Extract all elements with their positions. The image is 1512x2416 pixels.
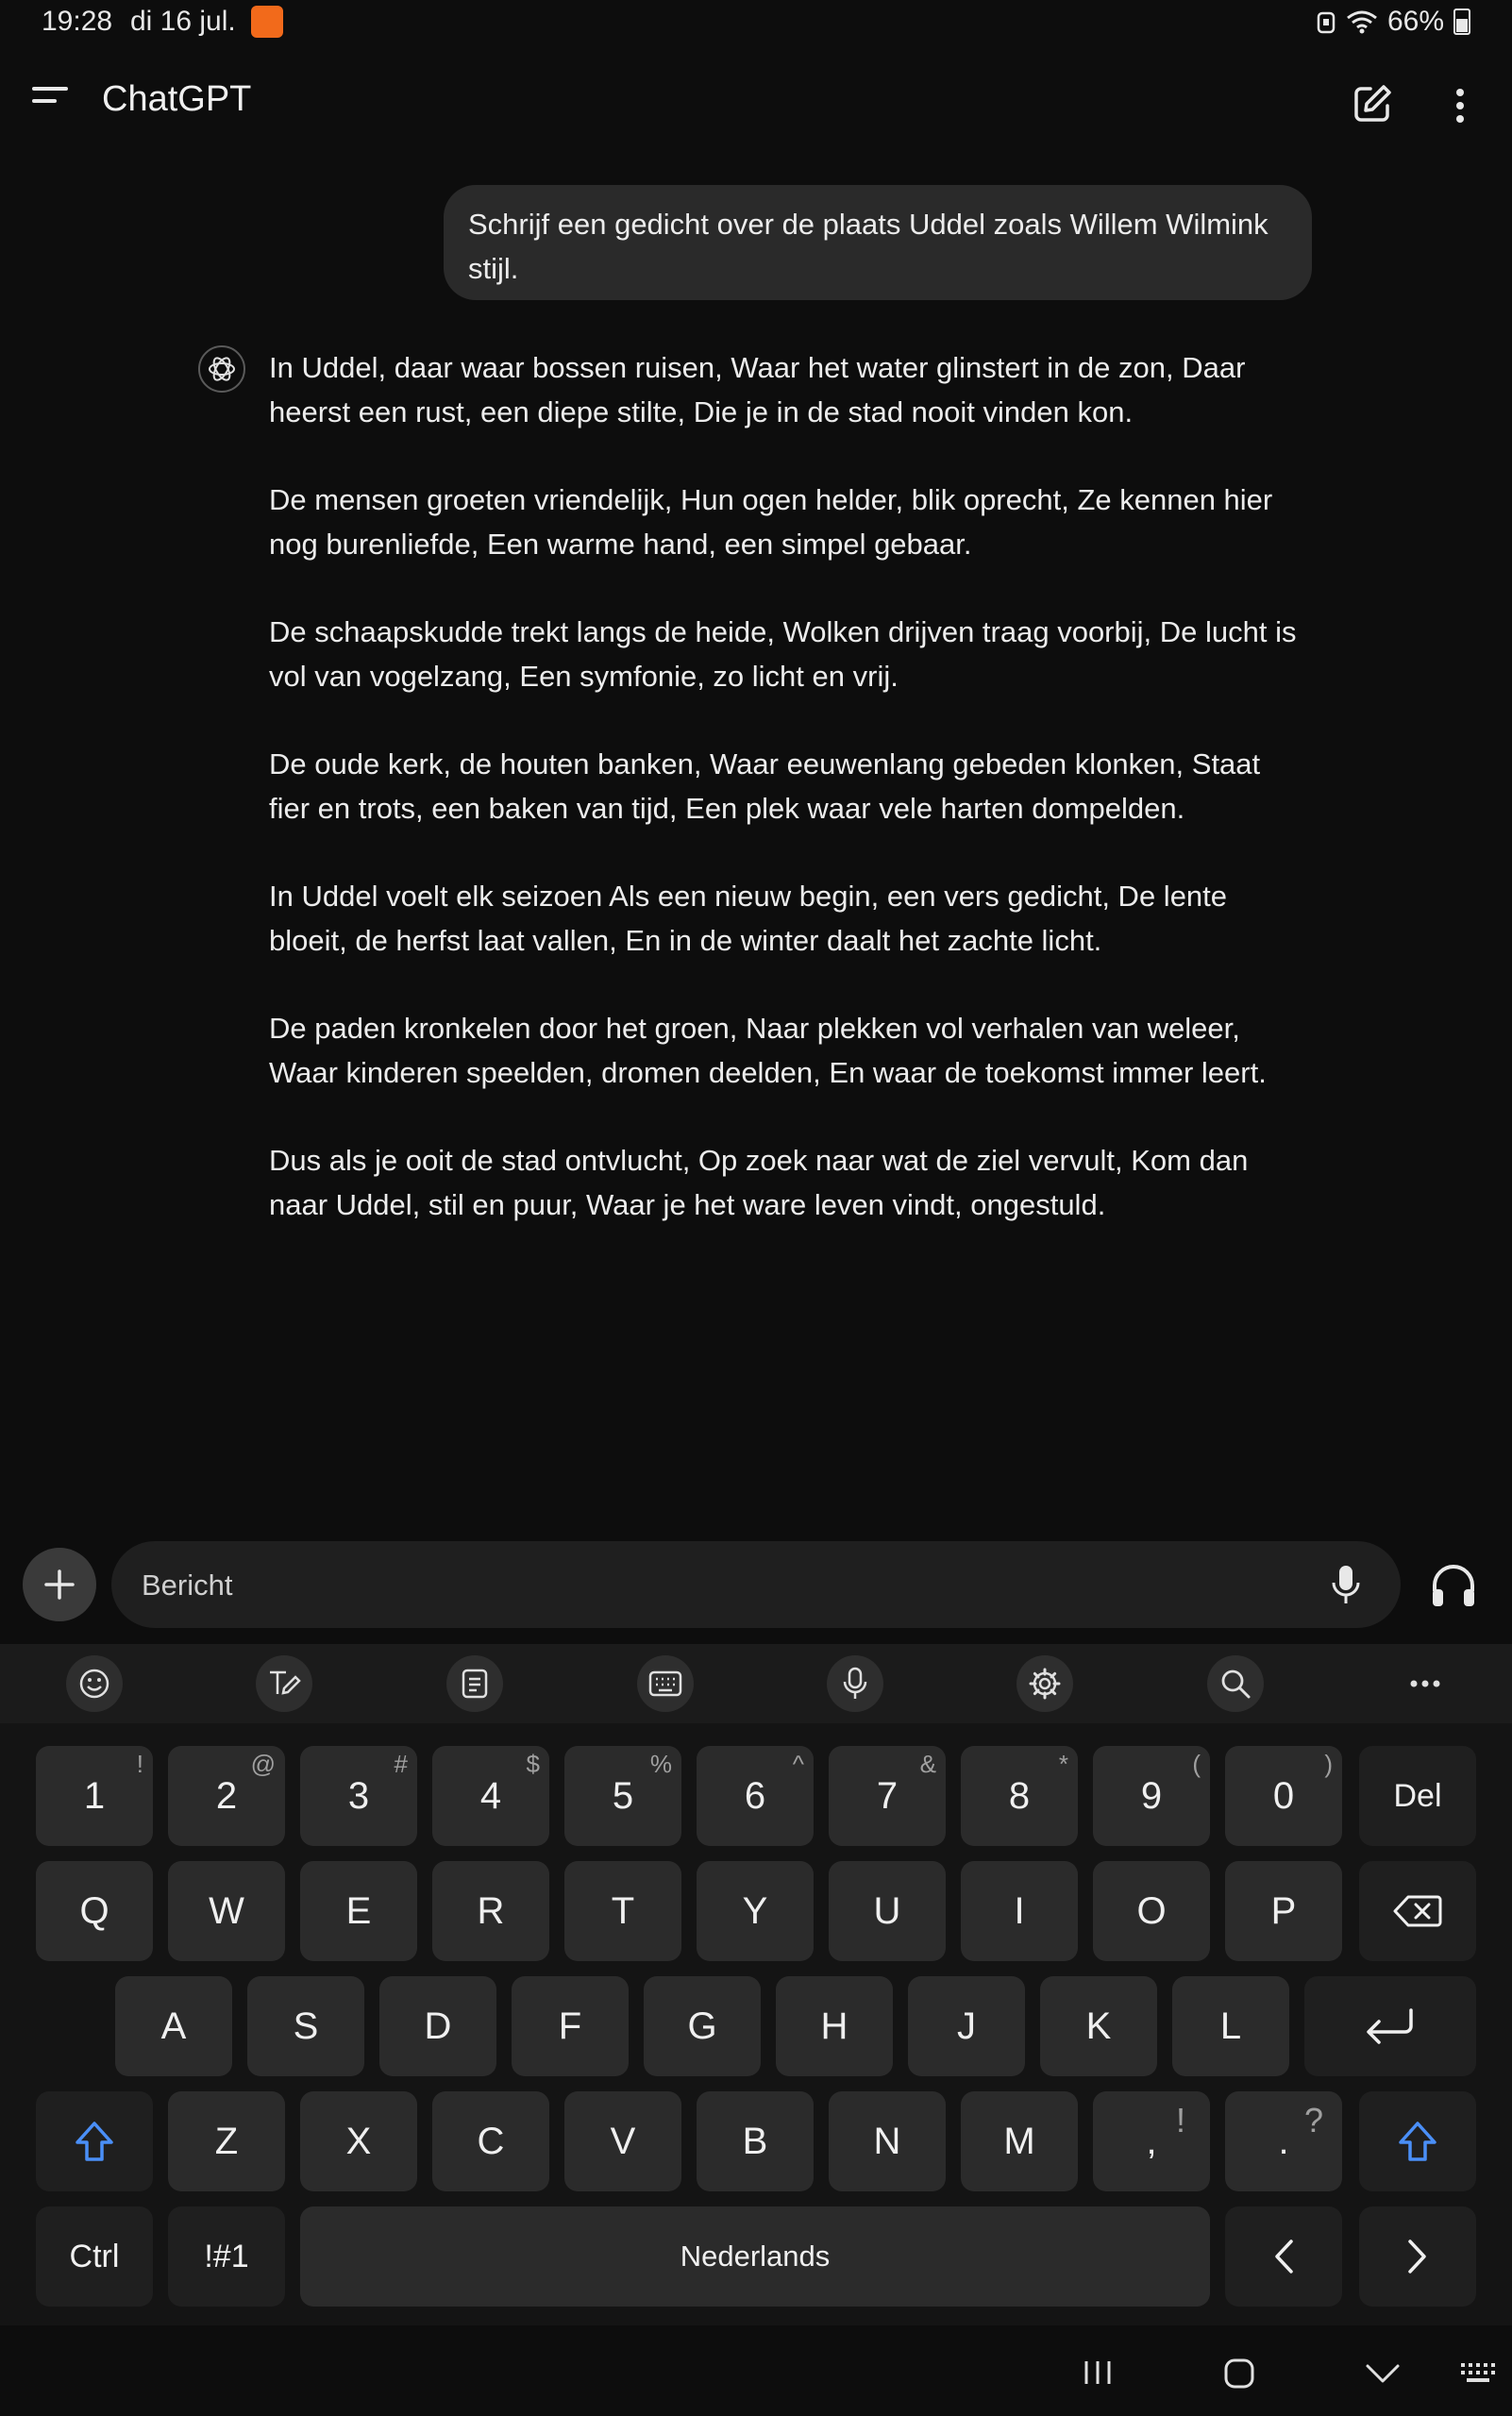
attach-button[interactable] xyxy=(23,1548,96,1621)
plus-icon xyxy=(42,1568,76,1602)
key-8[interactable]: 8 * xyxy=(961,1746,1078,1846)
chevron-right-icon xyxy=(1406,2238,1429,2275)
status-date: di 16 jul. xyxy=(130,6,236,37)
handwriting-button[interactable] xyxy=(256,1655,312,1712)
key-i[interactable]: I xyxy=(961,1861,1078,1961)
key-v[interactable]: V xyxy=(564,2091,681,2191)
key-k[interactable]: K xyxy=(1040,1976,1157,2076)
user-message-bubble: Schrijf een gedicht over de plaats Uddel zoals Willem Wilmink stijl. xyxy=(444,185,1312,300)
symbols-key[interactable]: !#1 xyxy=(168,2206,285,2307)
key-6[interactable]: 6 ^ xyxy=(697,1746,814,1846)
key-f[interactable]: F xyxy=(512,1976,629,2076)
handwriting-icon xyxy=(267,1668,301,1700)
key-5[interactable]: 5 % xyxy=(564,1746,681,1846)
new-chat-icon[interactable] xyxy=(1352,83,1393,125)
emoji-button[interactable] xyxy=(66,1655,123,1712)
key-x[interactable]: X xyxy=(300,2091,417,2191)
key-t[interactable]: T xyxy=(564,1861,681,1961)
cursor-right-key[interactable] xyxy=(1359,2206,1476,2307)
home-icon[interactable] xyxy=(1223,2357,1255,2390)
key-d[interactable]: D xyxy=(379,1976,496,2076)
key-comma[interactable]: , ! xyxy=(1093,2091,1210,2191)
more-vertical-icon[interactable] xyxy=(1446,85,1474,126)
key-j[interactable]: J xyxy=(908,1976,1025,2076)
response-paragraph: De schaapskudde trekt langs de heide, Wolken drijven traag voorbij, De lucht is vol van vogelzang, Een symfonie, zo licht en vrij. xyxy=(269,615,1297,693)
key-period[interactable]: . ? xyxy=(1225,2091,1342,2191)
status-time: 19:28 xyxy=(42,6,113,37)
assistant-avatar-icon xyxy=(198,345,245,393)
chevron-left-icon xyxy=(1272,2238,1295,2275)
message-input[interactable] xyxy=(140,1541,1295,1630)
app-header xyxy=(0,57,1512,151)
hide-keyboard-icon[interactable] xyxy=(1365,2363,1401,2384)
toolbar-more-button[interactable] xyxy=(1397,1655,1453,1712)
assistant-response xyxy=(269,345,1298,1270)
voice-input-button[interactable] xyxy=(827,1655,883,1712)
key-w[interactable]: W xyxy=(168,1861,285,1961)
key-7[interactable]: 7 & xyxy=(829,1746,946,1846)
shift-icon xyxy=(1397,2120,1438,2163)
battery-icon xyxy=(1453,8,1470,35)
backspace-key[interactable] xyxy=(1359,1861,1476,1961)
microphone-icon[interactable] xyxy=(1327,1564,1365,1605)
key-b[interactable]: B xyxy=(697,2091,814,2191)
enter-icon xyxy=(1364,2007,1417,2045)
search-button[interactable] xyxy=(1207,1655,1264,1712)
key-n[interactable]: N xyxy=(829,2091,946,2191)
recent-apps-icon[interactable] xyxy=(1082,2359,1114,2386)
key-a[interactable]: A xyxy=(115,1976,232,2076)
alarm-icon xyxy=(1316,9,1336,34)
wifi-icon xyxy=(1346,9,1378,34)
key-9[interactable]: 9 ( xyxy=(1093,1746,1210,1846)
enter-key[interactable] xyxy=(1304,1976,1476,2076)
response-paragraph: In Uddel voelt elk seizoen Als een nieuw begin, een vers gedicht, De lente bloeit, de herfst laat vallen, En in de winter daalt het zachte licht. xyxy=(269,880,1228,957)
del-key[interactable]: Del xyxy=(1359,1746,1476,1846)
space-key[interactable]: Nederlands xyxy=(300,2206,1210,2307)
key-2[interactable]: 2 @ xyxy=(168,1746,285,1846)
shift-left-key[interactable] xyxy=(36,2091,153,2191)
ctrl-key[interactable]: Ctrl xyxy=(36,2206,153,2307)
keyboard-icon xyxy=(648,1669,682,1698)
key-3[interactable]: 3 # xyxy=(300,1746,417,1846)
keyboard-switch-icon[interactable] xyxy=(1459,2361,1497,2384)
backspace-icon xyxy=(1393,1894,1442,1928)
openai-logo-icon xyxy=(206,353,238,385)
key-1[interactable]: 1 ! xyxy=(36,1746,153,1846)
voice-mode-headphones-icon[interactable] xyxy=(1429,1563,1478,1608)
clipboard-button[interactable] xyxy=(446,1655,503,1712)
key-l[interactable]: L xyxy=(1172,1976,1289,2076)
key-g[interactable]: G xyxy=(644,1976,761,2076)
shift-right-key[interactable] xyxy=(1359,2091,1476,2191)
page-title: ChatGPT xyxy=(102,79,252,119)
cursor-left-key[interactable] xyxy=(1225,2206,1342,2307)
emoji-icon xyxy=(78,1668,110,1700)
response-paragraph: De oude kerk, de houten banken, Waar eeuwenlang gebeden klonken, Staat fier en trots, een baken van tijd, Een plek waar vele harten dompelden. xyxy=(269,747,1261,825)
notification-app-icon xyxy=(251,6,283,38)
key-s[interactable]: S xyxy=(247,1976,364,2076)
on-screen-keyboard xyxy=(0,1644,1512,2325)
keyboard-mode-button[interactable] xyxy=(637,1655,694,1712)
keyboard-settings-button[interactable] xyxy=(1016,1655,1073,1712)
keyboard-toolbar xyxy=(0,1644,1512,1723)
key-e[interactable]: E xyxy=(300,1861,417,1961)
key-q[interactable]: Q xyxy=(36,1861,153,1961)
response-paragraph: In Uddel, daar waar bossen ruisen, Waar het water glinstert in de zon, Daar heerst een rust, een diepe stilte, Die je in de stad nooit vinden kon. xyxy=(269,351,1246,428)
key-o[interactable]: O xyxy=(1093,1861,1210,1961)
search-icon xyxy=(1219,1668,1252,1700)
key-r[interactable]: R xyxy=(432,1861,549,1961)
key-h[interactable]: H xyxy=(776,1976,893,2076)
more-horizontal-icon xyxy=(1409,1679,1441,1688)
key-u[interactable]: U xyxy=(829,1861,946,1961)
response-paragraph: De paden kronkelen door het groen, Naar plekken vol verhalen van weleer, Waar kinderen speelden, dromen deelden, En waar de toekomst immer leert. xyxy=(269,1012,1267,1089)
microphone-icon xyxy=(842,1667,868,1701)
response-paragraph: Dus als je ooit de stad ontvlucht, Op zoek naar wat de ziel vervult, Kom dan naar Uddel, stil en puur, Waar je het ware leven vindt, ongestuld. xyxy=(269,1144,1249,1221)
battery-percent: 66% xyxy=(1386,6,1444,37)
key-z[interactable]: Z xyxy=(168,2091,285,2191)
menu-icon[interactable] xyxy=(32,87,70,121)
message-composer[interactable] xyxy=(111,1541,1401,1628)
key-y[interactable]: Y xyxy=(697,1861,814,1961)
key-p[interactable]: P xyxy=(1225,1861,1342,1961)
gear-icon xyxy=(1028,1667,1062,1701)
response-paragraph: De mensen groeten vriendelijk, Hun ogen helder, blik oprecht, Ze kennen hier nog burenliefde, Een warme hand, een simpel gebaar. xyxy=(269,483,1273,561)
key-m[interactable]: M xyxy=(961,2091,1078,2191)
clipboard-icon xyxy=(461,1668,489,1700)
key-c[interactable]: C xyxy=(432,2091,549,2191)
status-bar xyxy=(0,0,1512,45)
key-0[interactable]: 0 ) xyxy=(1225,1746,1342,1846)
shift-icon xyxy=(74,2120,115,2163)
system-navigation-bar xyxy=(0,2325,1512,2416)
key-4[interactable]: 4 $ xyxy=(432,1746,549,1846)
